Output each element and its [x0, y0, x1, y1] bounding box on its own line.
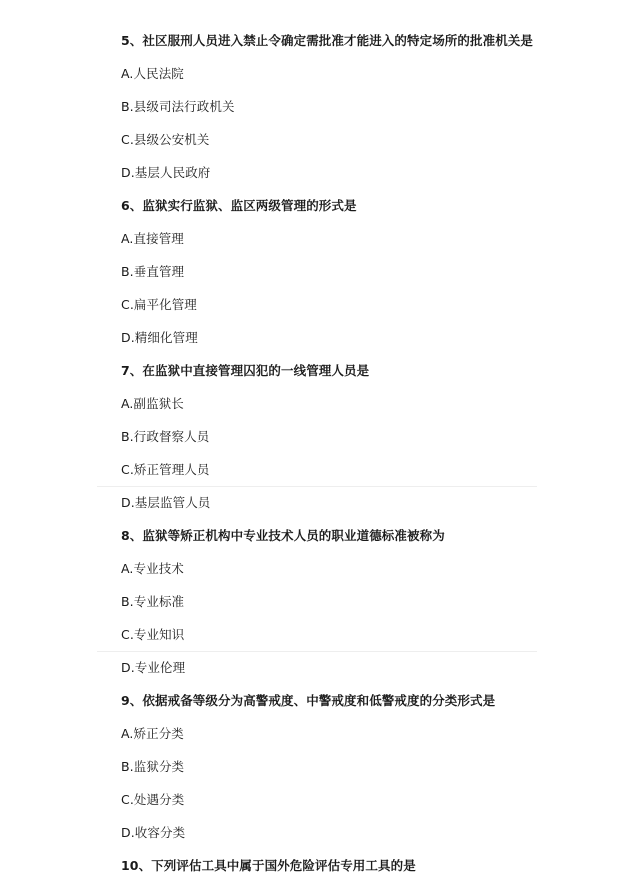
question-9-stem: 9、依据戒备等级分为高警戒度、中警戒度和低警戒度的分类形式是	[121, 693, 496, 708]
question-6-option-c: C.扁平化管理	[121, 297, 197, 312]
question-5-option-c: C.县级公安机关	[121, 132, 210, 147]
question-7-stem: 7、在监狱中直接管理囚犯的一线管理人员是	[121, 363, 370, 378]
question-8-stem: 8、监狱等矫正机构中专业技术人员的职业道德标准被称为	[121, 528, 445, 543]
faint-divider	[97, 651, 537, 652]
question-5-stem: 5、社区服刑人员进入禁止令确定需批准才能进入的特定场所的批准机关是	[121, 33, 533, 48]
question-7-option-c: C.矫正管理人员	[121, 462, 210, 477]
question-6-option-b: B.垂直管理	[121, 264, 185, 279]
question-7-option-b: B.行政督察人员	[121, 429, 210, 444]
question-9-option-a: A.矫正分类	[121, 726, 184, 741]
question-8-option-c: C.专业知识	[121, 627, 185, 642]
question-9-option-d: D.收容分类	[121, 825, 186, 840]
question-8-option-b: B.专业标准	[121, 594, 185, 609]
question-8-option-d: D.专业伦理	[121, 660, 186, 675]
question-7-option-d: D.基层监管人员	[121, 495, 211, 510]
question-9-option-c: C.处遇分类	[121, 792, 185, 807]
question-10-stem: 10、下列评估工具中属于国外危险评估专用工具的是	[121, 858, 416, 873]
question-5-option-b: B.县级司法行政机关	[121, 99, 235, 114]
question-5-option-d: D.基层人民政府	[121, 165, 211, 180]
faint-divider	[97, 486, 537, 487]
question-7-option-a: A.副监狱长	[121, 396, 184, 411]
question-6-option-a: A.直接管理	[121, 231, 184, 246]
question-5-option-a: A.人民法院	[121, 66, 184, 81]
question-6-option-d: D.精细化管理	[121, 330, 198, 345]
question-6-stem: 6、监狱实行监狱、监区两级管理的形式是	[121, 198, 357, 213]
question-8-option-a: A.专业技术	[121, 561, 184, 576]
question-9-option-b: B.监狱分类	[121, 759, 185, 774]
